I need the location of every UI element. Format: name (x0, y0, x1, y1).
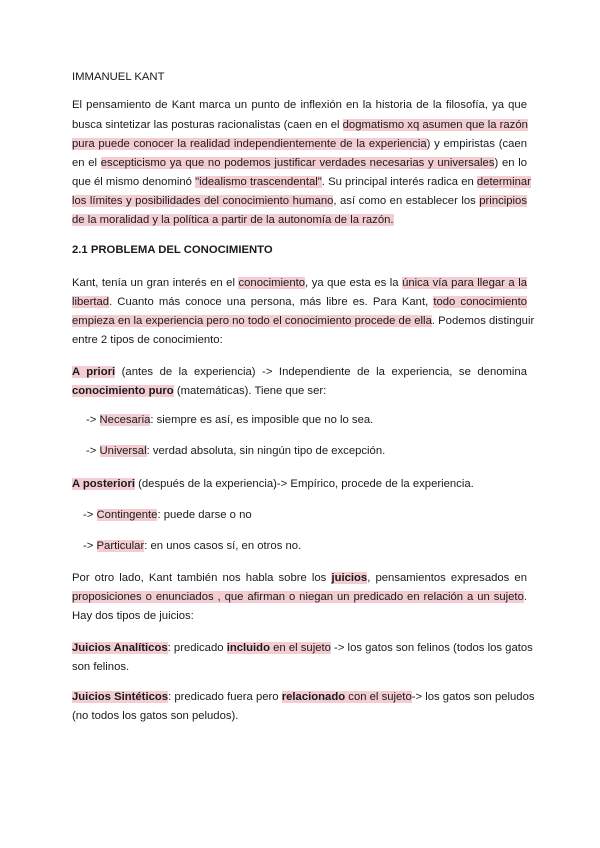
text-run: : predicado (167, 642, 227, 654)
intro-line-1 (72, 98, 527, 113)
analiticos-line-2 (72, 660, 129, 675)
text-run: (no todos los gatos son peludos). (72, 710, 239, 722)
text-run: : en unos casos sí, en otros no. (144, 540, 302, 552)
text-run: : predicado fuera pero (168, 691, 282, 703)
section-heading (72, 243, 273, 258)
highlight: pura puede conocer la realidad independientemente de la experiencia (72, 138, 427, 150)
highlight: escepticismo ya que no podemos justificar verdades necesarias y universales (100, 157, 495, 169)
text-run: , pensamientos expresados en (367, 572, 527, 584)
text-run: , ya que esta es la (305, 277, 403, 289)
highlight: empieza en la experiencia pero no todo el conocimiento procede de ella (72, 315, 432, 327)
text-run: son felinos. (72, 661, 130, 673)
intro-line-6 (72, 194, 527, 209)
text-run: Por otro lado, Kant también nos habla sobre los (72, 572, 332, 584)
text-run: El pensamiento de Kant marca un punto de inflexión en la historia de la filosofía, ya que (72, 99, 527, 111)
arrow-text: -> (83, 540, 97, 552)
text-run: -> los gatos son peludos (411, 691, 535, 703)
text-run: Hay dos tipos de juicios: (72, 610, 194, 622)
text-run: . Cuanto más conoce una persona, más libre es. Para Kant, (109, 296, 434, 308)
term-highlight: Juicios Sintéticos (72, 691, 169, 703)
a-posteriori-line (72, 477, 474, 492)
highlight: proposiciones o enunciados , que afirman o niegan un predicado en relación a un sujeto (72, 591, 524, 603)
intro-line-5 (72, 175, 531, 190)
text-run: busca sintetizar las posturas racionalistas (caen en el (72, 119, 343, 131)
text-run: : siempre es así, es imposible que no lo sea. (150, 414, 374, 426)
highlight: de la moralidad y la política a partir de la autonomía de la razón. (72, 214, 394, 226)
knowledge-line-3 (72, 314, 535, 329)
highlight: Universal (99, 445, 147, 457)
term-highlight: conocimiento puro (72, 385, 174, 397)
text-run: , así como en establecer los (333, 195, 480, 207)
highlight: libertad (72, 296, 110, 308)
arrow-text: -> (83, 509, 97, 521)
highlight: Necesaria (99, 414, 151, 426)
a-priori-line-2 (72, 384, 326, 399)
sinteticos-line-2 (72, 709, 238, 724)
text-run: . Su principal interés radica en (321, 176, 477, 188)
text-run: ) en lo (494, 157, 527, 169)
text-run: que él mismo denominó (72, 176, 196, 188)
term-highlight: incluido (226, 642, 270, 654)
highlight: conocimiento (238, 277, 306, 289)
highlight: los límites y posibilidades del conocimiento humano (72, 195, 334, 207)
necesaria-item (86, 413, 373, 428)
highlight: determinar (476, 176, 531, 188)
text-run: : puede darse o no (157, 509, 252, 521)
universal-item (86, 444, 385, 459)
text-run: (después de la experiencia)-> Empírico, procede de la experiencia. (134, 478, 474, 490)
page-title (72, 70, 164, 85)
juicios-line-1 (72, 571, 527, 586)
contingente-item (83, 508, 252, 523)
highlight: Contingente (96, 509, 158, 521)
juicios-line-2 (72, 590, 527, 605)
text-run: . (523, 591, 527, 603)
heading-text: 2.1 PROBLEMA DEL CONOCIMIENTO (72, 244, 273, 256)
sinteticos-line-1 (72, 690, 535, 705)
intro-line-7 (72, 213, 394, 228)
term-highlight: A priori (72, 366, 116, 378)
a-priori-line-1 (72, 365, 527, 380)
highlight: en el sujeto (270, 642, 331, 654)
text-run: ) y empiristas (caen (426, 138, 527, 150)
title-text: IMMANUEL KANT (72, 71, 165, 83)
text-run: Kant, tenía un gran interés en el (72, 277, 239, 289)
text-run: en el (72, 157, 101, 169)
arrow-text: -> (86, 445, 100, 457)
intro-line-2 (72, 118, 527, 133)
text-run: (matemáticas). Tiene que ser: (173, 385, 327, 397)
arrow-text: -> (86, 414, 100, 426)
term-highlight: juicios (331, 572, 368, 584)
term-highlight: relacionado (281, 691, 346, 703)
intro-line-4 (72, 156, 527, 171)
highlight: principios (479, 195, 527, 207)
text-run: -> los gatos son felinos (todos los gatos (330, 642, 533, 654)
term-highlight: A posteriori (72, 478, 135, 490)
highlight: dogmatismo xq asumen que la razón (342, 119, 528, 131)
term-highlight: Juicios Analíticos (72, 642, 168, 654)
knowledge-line-1 (72, 276, 527, 291)
intro-line-3 (72, 137, 527, 152)
text-run: . Podemos distinguir (431, 315, 535, 327)
highlight: todo conocimiento (433, 296, 527, 308)
knowledge-line-2 (72, 295, 527, 310)
analiticos-line-1 (72, 641, 533, 656)
juicios-line-3 (72, 609, 194, 624)
highlight: única vía para llegar a la (402, 277, 527, 289)
knowledge-line-4 (72, 333, 223, 348)
text-run: : verdad absoluta, sin ningún tipo de excepción. (146, 445, 386, 457)
particular-item (83, 539, 301, 554)
text-run: (antes de la experiencia) -> Independiente de la experiencia, se denomina (115, 366, 527, 378)
highlight: Particular (96, 540, 145, 552)
text-run: entre 2 tipos de conocimiento: (72, 334, 223, 346)
highlight: "idealismo trascendental" (195, 176, 322, 188)
highlight: con el sujeto (345, 691, 412, 703)
